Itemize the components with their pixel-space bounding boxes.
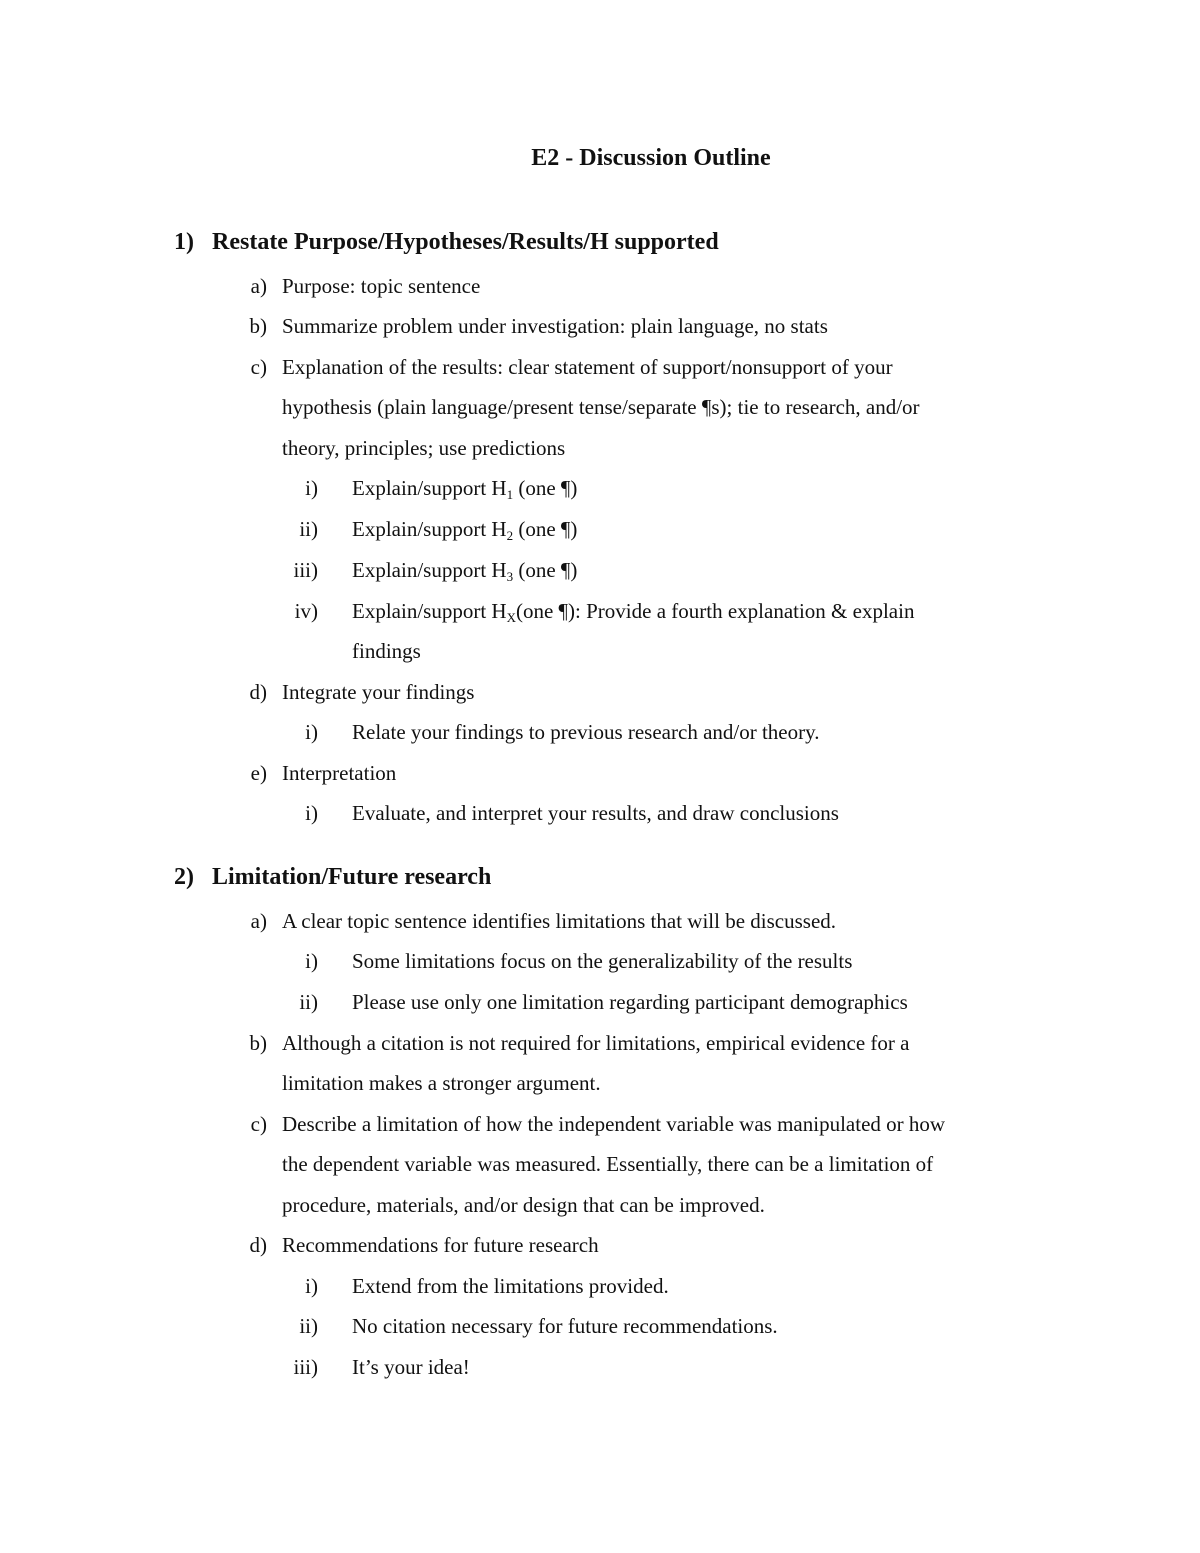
list-text: Explain/support $H_X(one$ ¶): Provide a fourth explanation & explain bbox=[352, 599, 915, 625]
list-marker: a) bbox=[250, 274, 267, 298]
list-marker: b) bbox=[249, 1031, 267, 1055]
list-text: No citation necessary for future recommendations. bbox=[352, 1314, 778, 1338]
list-text: Some limitations focus on the generalizability of the results bbox=[352, 949, 853, 973]
list-text: Purpose: topic sentence bbox=[282, 274, 481, 298]
section-title: Limitation/Future research bbox=[212, 864, 492, 890]
list-marker: e) bbox=[250, 761, 267, 785]
list-text: Explanation of the results: clear statement of support/nonsupport of your bbox=[282, 355, 893, 379]
list-text: procedure, materials, and/or design that can be improved. bbox=[282, 1193, 765, 1217]
document-title: E2 - Discussion Outline bbox=[531, 145, 771, 171]
list-text: Please use only one limitation regarding participant demographics bbox=[352, 990, 908, 1014]
list-marker: i) bbox=[305, 801, 318, 825]
list-text: Although a citation is not required for limitations, empirical evidence for a bbox=[282, 1031, 910, 1055]
list-marker: c) bbox=[250, 355, 267, 379]
list-text: Recommendations for future research bbox=[282, 1233, 599, 1257]
list-text: Summarize problem under investigation: plain language, no stats bbox=[282, 314, 828, 338]
list-text: Interpretation bbox=[282, 761, 397, 785]
list-text: Explain/support $H_2$ (one ¶) bbox=[352, 517, 578, 543]
list-marker: iii) bbox=[293, 558, 318, 582]
list-text: Explain/support $H_1$ (one ¶) bbox=[352, 476, 578, 502]
list-text: the dependent variable was measured. Essentially, there can be a limitation of bbox=[282, 1152, 934, 1176]
list-text: Describe a limitation of how the independent variable was manipulated or how bbox=[282, 1112, 946, 1136]
list-marker: iii) bbox=[293, 1355, 318, 1379]
list-text: findings bbox=[352, 639, 421, 663]
list-text: Integrate your findings bbox=[282, 680, 475, 704]
section-2-heading bbox=[174, 861, 491, 893]
list-text: Relate your findings to previous research and/or theory. bbox=[352, 720, 820, 744]
list-text: limitation makes a stronger argument. bbox=[282, 1071, 601, 1095]
section-number: 1) bbox=[174, 229, 194, 255]
section-title: Restate Purpose/Hypotheses/Results/H supported bbox=[212, 229, 719, 255]
list-marker: i) bbox=[305, 720, 318, 744]
section-1-heading bbox=[174, 226, 719, 258]
list-marker: iv) bbox=[294, 599, 318, 623]
list-marker: ii) bbox=[299, 517, 318, 541]
hypothesis-subscript: 3 bbox=[506, 569, 514, 584]
list-marker: d) bbox=[249, 1233, 267, 1257]
list-text: hypothesis (plain language/present tense/separate ¶s); tie to research, and/or bbox=[282, 395, 920, 419]
list-text: Explain/support $H_3$ (one ¶) bbox=[352, 558, 578, 584]
list-text: theory, principles; use predictions bbox=[282, 436, 566, 460]
list-marker: i) bbox=[305, 949, 318, 973]
list-marker: c) bbox=[250, 1112, 267, 1136]
list-text: Extend from the limitations provided. bbox=[352, 1274, 669, 1298]
list-marker: a) bbox=[250, 909, 267, 933]
hypothesis-subscript: X bbox=[506, 610, 516, 625]
list-text: It’s your idea! bbox=[352, 1355, 470, 1379]
hypothesis-subscript: 2 bbox=[506, 528, 514, 543]
list-text: A clear topic sentence identifies limitations that will be discussed. bbox=[282, 909, 837, 933]
hypothesis-subscript: 1 bbox=[506, 487, 514, 502]
list-marker: i) bbox=[305, 476, 318, 500]
list-marker: d) bbox=[249, 680, 267, 704]
section-number: 2) bbox=[174, 864, 194, 890]
list-marker: i) bbox=[305, 1274, 318, 1298]
list-marker: b) bbox=[249, 314, 267, 338]
list-text: Evaluate, and interpret your results, and draw conclusions bbox=[352, 801, 839, 825]
list-marker: ii) bbox=[299, 1314, 318, 1338]
list-marker: ii) bbox=[299, 990, 318, 1014]
